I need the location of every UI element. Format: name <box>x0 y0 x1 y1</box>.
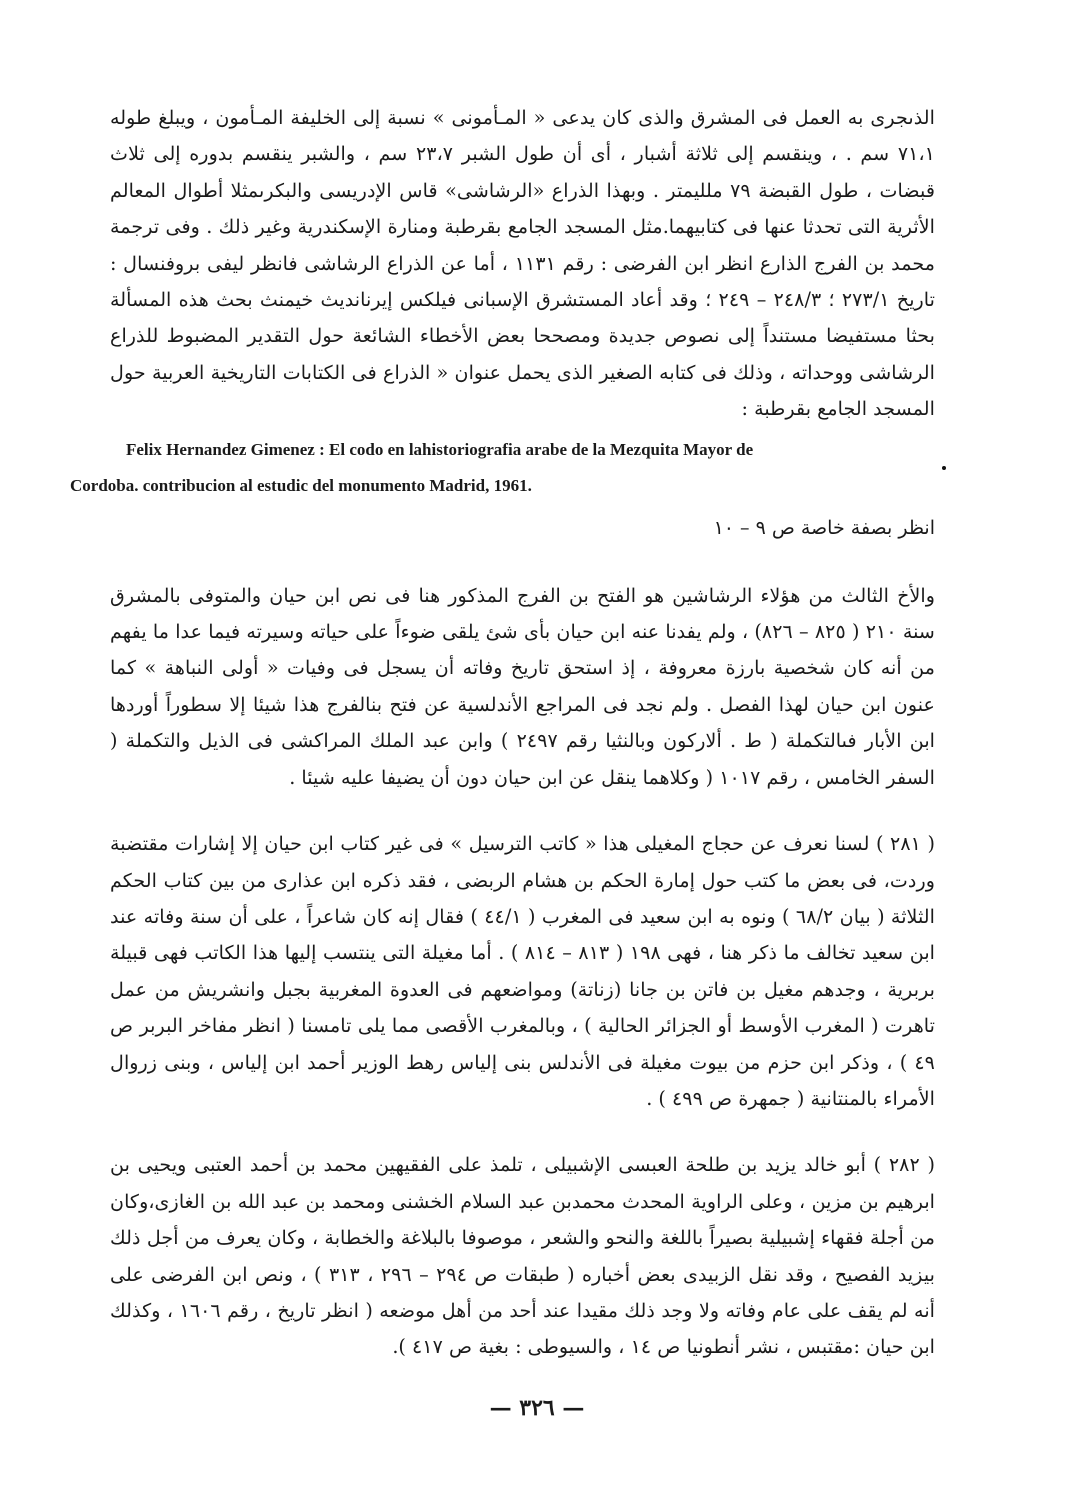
footnote-281: ( ٢٨١ ) لسنا نعرف عن حجاج المغيلى هذا « كاتب الترسيل » فى غير كتاب ابن حيان إلا إشارات مقتضبة وردت، فى بعض ما كتب حول إمارة الحكم بن هشام الربضى ، فقد ذكره ابن عذارى من بين كتاب الحكم الثلاثة ( بيان ٦٨/٢ ) ونوه به ابن سعيد فى المغرب ( ٤٤/١ ) فقال إنه كان شاعراً ، على أن سنة وفاته عند ابن سعيد تخالف ما ذكر هنا ، فهى ١٩٨ ( ٨١٣ – ٨١٤ ) . أما مغيلة التى ينتسب إليها هذا الكاتب فهى قبيلة بربرية ، وجدهم مغيل بن فاتن بن جانا (زناتة) ومواضعهم فى العدوة المغربية بجبل وانشريش من عمل تاهرت ( المغرب الأوسط أو الجزائر الحالية ) ، وبالمغرب الأقصى مما يلى تامسنا ( انظر مفاخر البربر ص ٤٩ ) ، وذكر ابن حزم من بيوت مغيلة فى الأندلس بنى إلياس رهط الوزير أحمد ابن إلياس ، وبنى زروال الأمراء بالمنتانية ( جمهرة ص ٤٩٩ ) . <box>110 832 935 1110</box>
page-body <box>70 100 936 1366</box>
page-number: — ٣٢٦ — <box>489 1395 585 1421</box>
footnote-paragraph-third-brother: والأخ الثالث من هؤلاء الرشاشين هو الفتح بن الفرج المذكور هنا فى نص ابن حيان والمتوفى بالمشرق سنة ٢١٠ ( ٨٢٥ – ٨٢٦) ، ولم يفدنا عنه ابن حيان بأى شئ يلقى ضوءاً على حياته وسيرته فيما عدا ما يفهم من أنه كان شخصية بارزة معروفة ، إذ استحق تاريخ وفاته أن يسجل فى وفيات « أولى النباهة » كما عنون ابن حيان لهذا الفصل . ولم نجد فى المراجع الأندلسية عن فتح بنالفرج هذا شيئا إلا سطوراً أوردها ابن الأبار فىالتكملة ( ط . ألاركون وبالنثيا رقم ٢٤٩٧ ) وابن عبد الملك المراكشى فى الذيل والتكملة ( السفر الخامس ، رقم ١٠١٧ ( وكلاهما ينقل عن ابن حيان دون أن يضيفا عليه شيئا . <box>110 583 936 789</box>
latin-reference-line-1: Felix Hernandez Gimenez : El codo en lahistoriografia arabe de la Mezquita Mayor de <box>126 439 754 459</box>
footnote-282: ( ٢٨٢ ) أبو خالد يزيد بن طلحة العبسى الإشبيلى ، تلمذ على الفقيهين محمد بن أحمد العتبى ويحيى بن ابرهيم بن مزين ، وعلى الراوية المحدث محمدبن عبد السلام الخشنى ومحمد بن عبد الله بن الغازى،وكان من أجلة فقهاء إشبيلية بصيراً باللغة والنحو والشعر ، موصوفا بالبلاغة والخطابة ، وكان يعرف من أجل ذلك بيزيد الفصيح ، وقد نقل الزبيدى بعض أخباره ( طبقات ص ٢٩٤ – ٢٩٦ ، ٣١٣ ) ، ونص ابن الفرضى على أنه لم يقف على عام وفاته ولا وجد ذلك مقيدا عند أحد من أهل موضعه ( انظر تاريخ ، رقم ١٦٠٦ ، وكذلك ابن حيان :مقتبس ، نشر أنطونيا ص ١٤ ، والسيوطى : بغية ص ٤١٧ ). <box>110 1153 935 1359</box>
stray-mark <box>942 466 946 470</box>
latin-reference-line-2: Cordoba. contribucion al estudic del monumento Madrid, 1961. <box>70 475 532 495</box>
footnote-continuation: الذىجرى به العمل فى المشرق والذى كان يدعى « المـأمونى » نسبة إلى الخليفة المـأمون ، ويبلغ طوله ٧١،١ سم . ، وينقسم إلى ثلاثة أشبار ، أى أن طول الشبر ٢٣،٧ سم ، والشبر ينقسم بدوره إلى ثلاث قبضات ، طول القبضة ٧٩ ملليمتر . وبهذا الذراع «الرشاشى» قاس الإدريسى والبكرىمثلا أطوال المعالم الأثرية التى تحدثا عنها فى كتابيهما.مثل المسجد الجامع بقرطبة ومنارة الإسكندرية وغير ذلك . وفى ترجمة محمد بن الفرج الذارع انظر ابن الفرضى : رقم ١١٣١ ، أما عن الذراع الرشاشى فانظر ليفى بروفنسال : تاريخ ٢٧٣/١ ؛ ٢٤٨/٣ – ٢٤٩ ؛ وقد أعاد المستشرق الإسبانى فيلكس إيرنانديث خيمنث بحث هذه المسألة بحثا مستفيضا مستنداً إلى نصوص جديدة ومصححا بعض الأخطاء الشائعة حول التقدير المضبوط للذراع الرشاشى ووحداته ، وذلك فى كتابه الصغير الذى يحمل عنوان « الذراع فى الكتابات التاريخية العربية حول المسجد الجامع بقرطبة : <box>110 106 935 421</box>
page-reference: انظر بصفة خاصة ص ٩ – ١٠ <box>713 516 935 539</box>
